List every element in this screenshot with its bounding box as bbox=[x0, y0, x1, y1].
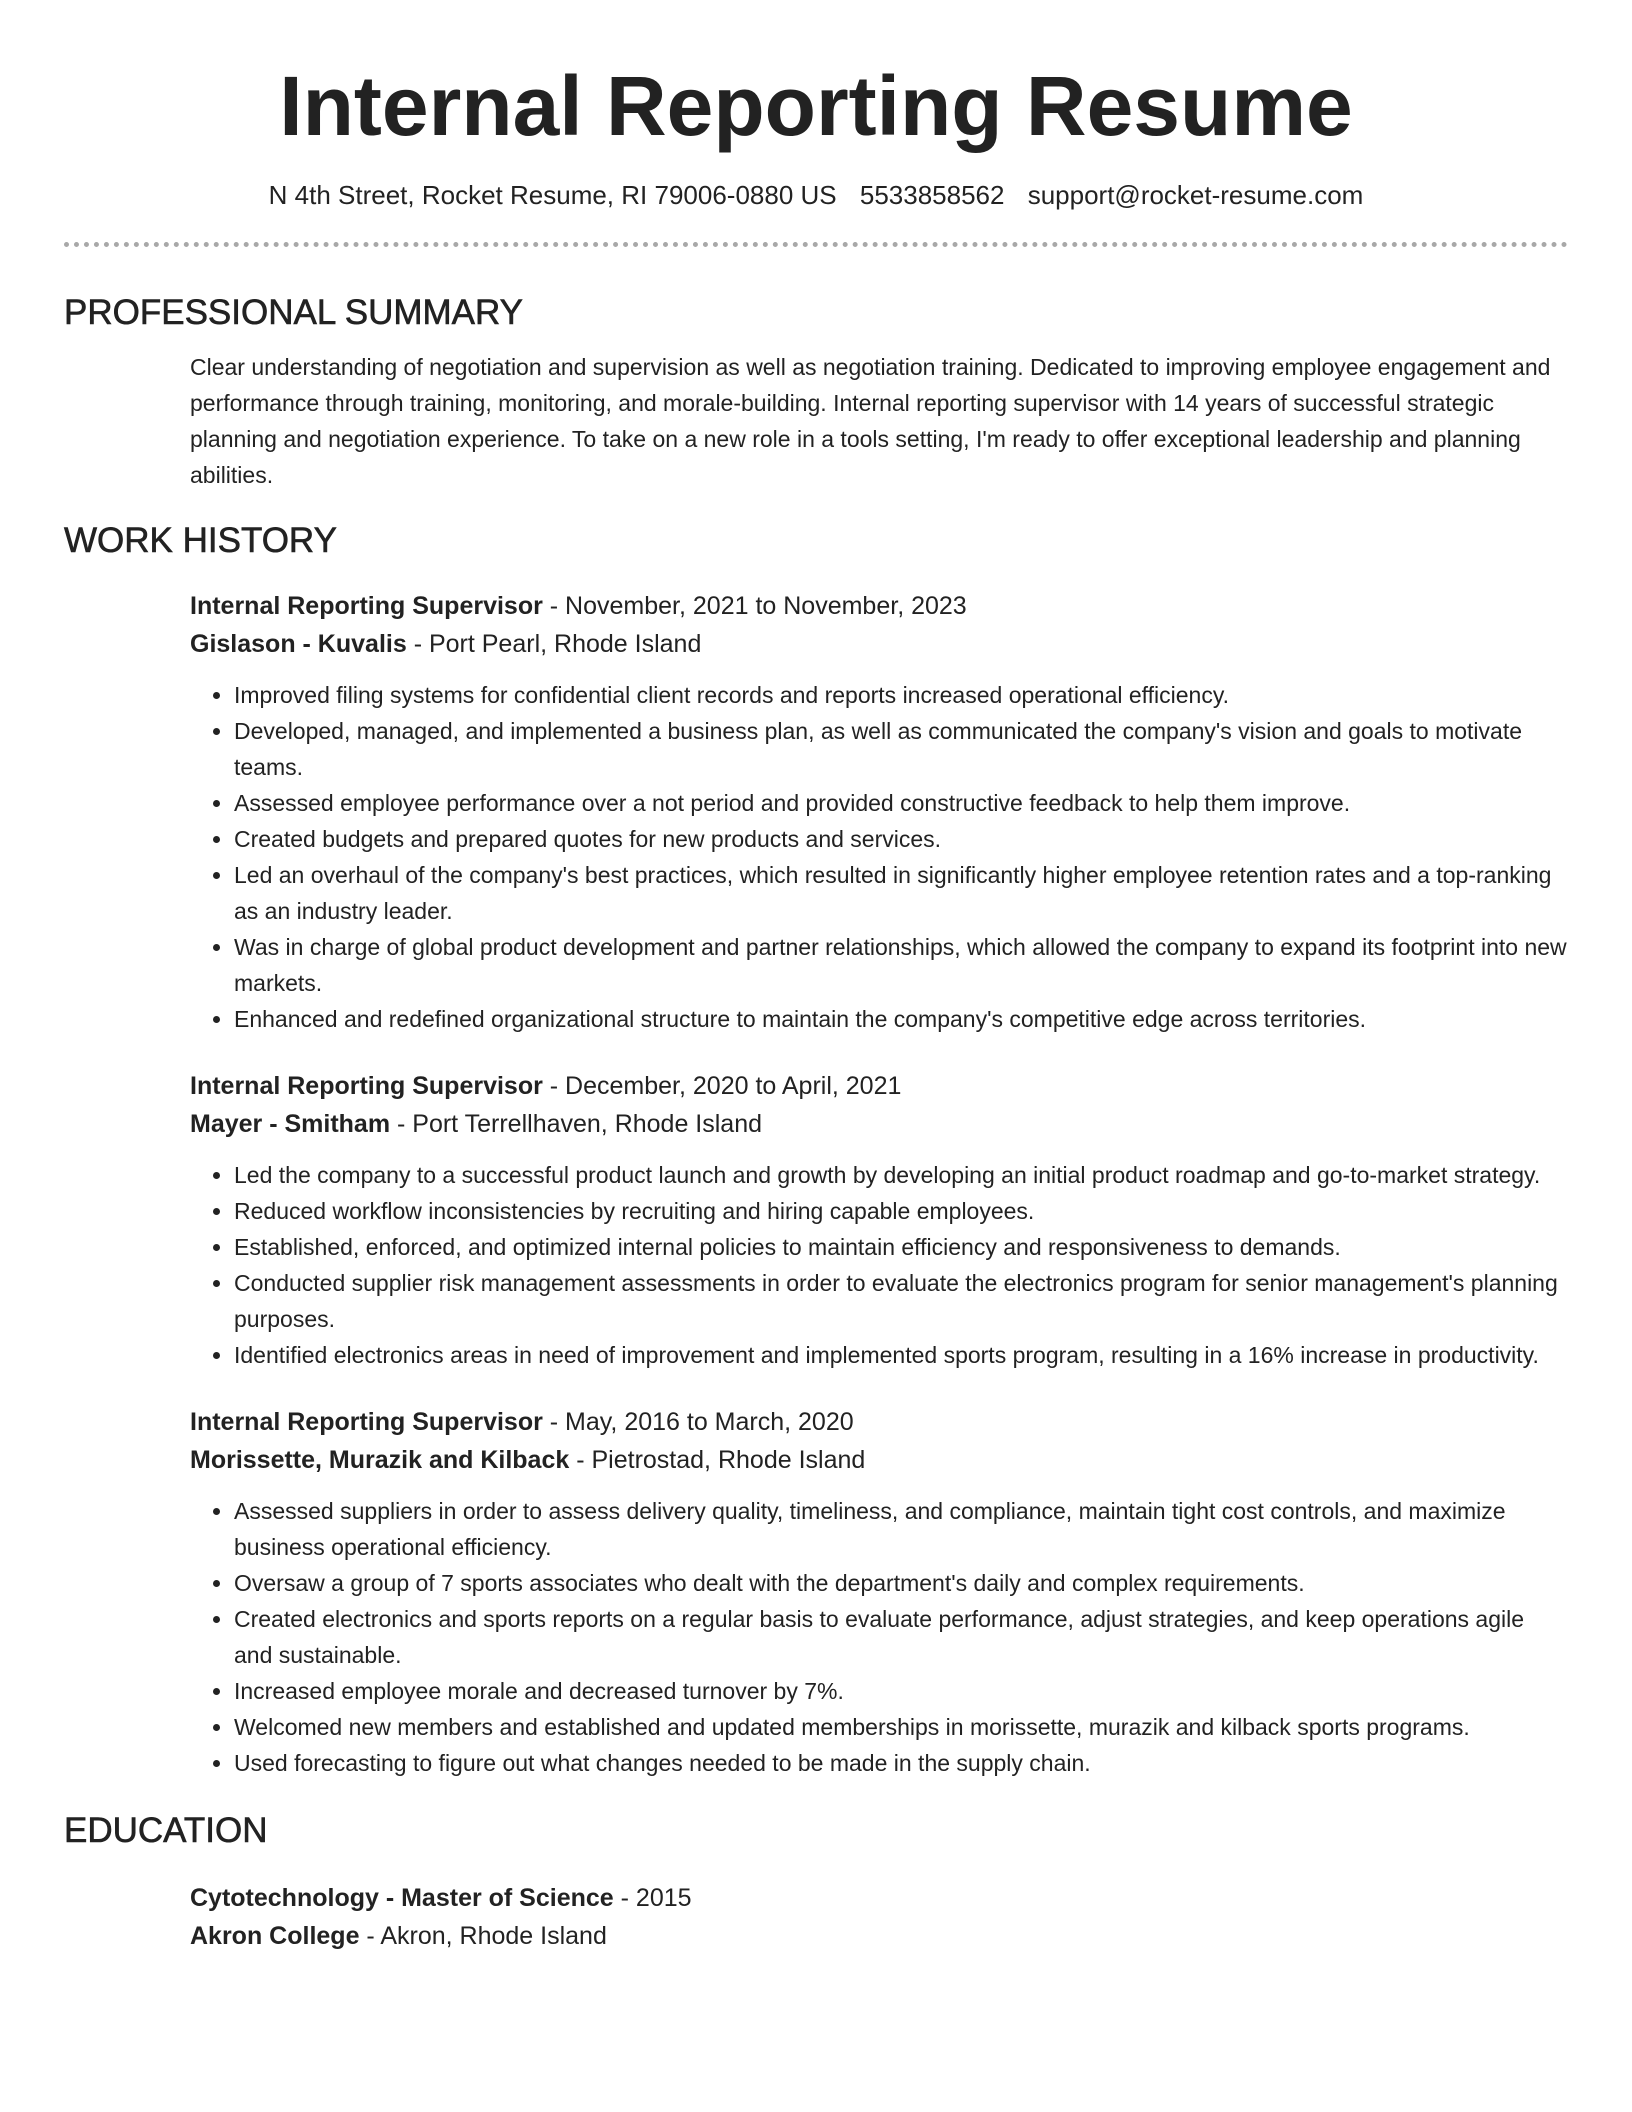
contact-address: N 4th Street, Rocket Resume, RI 79006-0880 US bbox=[268, 180, 837, 210]
education-degree: Cytotechnology - Master of Science bbox=[190, 1884, 614, 1912]
education-degree-line bbox=[190, 1879, 1568, 1917]
job-title-line bbox=[190, 1403, 1568, 1441]
job-company-line bbox=[190, 625, 1568, 663]
section-heading-work-history: WORK HISTORY bbox=[64, 521, 337, 560]
header-divider bbox=[64, 242, 1568, 247]
work-history-section bbox=[64, 519, 1568, 1781]
bullet-item: • Enhanced and redefined organizational structure to maintain the company's competitive edge across territories. bbox=[234, 1001, 1568, 1037]
job-bullets bbox=[190, 1157, 1568, 1373]
bullet-item: • Led an overhaul of the company's best practices, which resulted in significantly higher employee retention rates and a top-ranking as an industry leader. bbox=[234, 857, 1568, 929]
job-location: - Pietrostad, Rhode Island bbox=[569, 1446, 866, 1474]
job-entry bbox=[190, 587, 1568, 1037]
education-entry bbox=[190, 1879, 1568, 1955]
job-company: Morissette, Murazik and Kilback bbox=[190, 1446, 570, 1474]
job-company-line bbox=[190, 1441, 1568, 1479]
bullet-item: • Created electronics and sports reports on a regular basis to evaluate performance, adjust strategies, and keep operations agile and sustainable. bbox=[234, 1601, 1568, 1673]
job-bullets bbox=[190, 1493, 1568, 1781]
education-school-line bbox=[190, 1917, 1568, 1955]
professional-summary-section bbox=[64, 291, 1568, 493]
job-dates: - May, 2016 to March, 2020 bbox=[542, 1408, 854, 1436]
job-title: Internal Reporting Supervisor bbox=[190, 1072, 543, 1100]
contact-email: support@rocket-resume.com bbox=[1027, 180, 1364, 210]
job-entry bbox=[190, 1067, 1568, 1373]
resume-title: Internal Reporting Resume bbox=[279, 59, 1353, 153]
job-company: Gislason - Kuvalis bbox=[190, 630, 407, 658]
bullet-item: • Reduced workflow inconsistencies by recruiting and hiring capable employees. bbox=[234, 1193, 1568, 1229]
job-title-line bbox=[190, 587, 1568, 625]
job-company: Mayer - Smitham bbox=[190, 1110, 391, 1138]
contact-phone: 5533858562 bbox=[859, 180, 1005, 210]
bullet-item: • Created budgets and prepared quotes for new products and services. bbox=[234, 821, 1568, 857]
bullet-item: • Led the company to a successful product launch and growth by developing an initial product roadmap and go-to-market strategy. bbox=[234, 1157, 1568, 1193]
contact-line bbox=[64, 178, 1568, 212]
bullet-item: • Increased employee morale and decreased turnover by 7%. bbox=[234, 1673, 1568, 1709]
job-dates: - November, 2021 to November, 2023 bbox=[542, 592, 967, 620]
bullet-item: • Was in charge of global product development and partner relationships, which allowed the company to expand its footprint into new markets. bbox=[234, 929, 1568, 1001]
education-year: - 2015 bbox=[613, 1884, 692, 1912]
job-bullets bbox=[190, 677, 1568, 1037]
bullet-item: • Identified electronics areas in need of improvement and implemented sports program, resulting in a 16% increase in productivity. bbox=[234, 1337, 1568, 1373]
education-section bbox=[64, 1809, 1568, 1955]
section-heading-summary: PROFESSIONAL SUMMARY bbox=[64, 293, 523, 332]
bullet-item: • Assessed suppliers in order to assess delivery quality, timeliness, and compliance, maintain tight cost controls, and maximize business operational efficiency. bbox=[234, 1493, 1568, 1565]
job-dates: - December, 2020 to April, 2021 bbox=[542, 1072, 902, 1100]
bullet-item: • Oversaw a group of 7 sports associates who dealt with the department's daily and complex requirements. bbox=[234, 1565, 1568, 1601]
job-location: - Port Terrellhaven, Rhode Island bbox=[390, 1110, 763, 1138]
education-location: - Akron, Rhode Island bbox=[359, 1922, 607, 1950]
education-school: Akron College bbox=[190, 1922, 360, 1950]
bullet-item: • Used forecasting to figure out what changes needed to be made in the supply chain. bbox=[234, 1745, 1568, 1781]
section-heading-education: EDUCATION bbox=[64, 1811, 268, 1850]
bullet-item: • Established, enforced, and optimized internal policies to maintain efficiency and responsiveness to demands. bbox=[234, 1229, 1568, 1265]
job-entry bbox=[190, 1403, 1568, 1781]
job-title: Internal Reporting Supervisor bbox=[190, 1408, 543, 1436]
bullet-item: • Developed, managed, and implemented a business plan, as well as communicated the company's vision and goals to motivate teams. bbox=[234, 713, 1568, 785]
summary-text: Clear understanding of negotiation and supervision as well as negotiation training. Dedicated to improving employee engagement and performance through training, monitoring, and morale-building. Internal reporting supervisor with 14 years of successful strategic planning and negotiation experience. To take on a new role in a tools setting, I'm ready to offer exceptional leadership and planning abilities. bbox=[190, 354, 1551, 488]
job-location: - Port Pearl, Rhode Island bbox=[406, 630, 702, 658]
bullet-item: • Welcomed new members and established and updated memberships in morissette, murazik and kilback sports programs. bbox=[234, 1709, 1568, 1745]
job-title-line bbox=[190, 1067, 1568, 1105]
job-company-line bbox=[190, 1105, 1568, 1143]
job-title: Internal Reporting Supervisor bbox=[190, 592, 543, 620]
bullet-item: • Conducted supplier risk management assessments in order to evaluate the electronics program for senior management's planning purposes. bbox=[234, 1265, 1568, 1337]
bullet-item: • Assessed employee performance over a not period and provided constructive feedback to help them improve. bbox=[234, 785, 1568, 821]
bullet-item: • Improved filing systems for confidential client records and reports increased operational efficiency. bbox=[234, 677, 1568, 713]
